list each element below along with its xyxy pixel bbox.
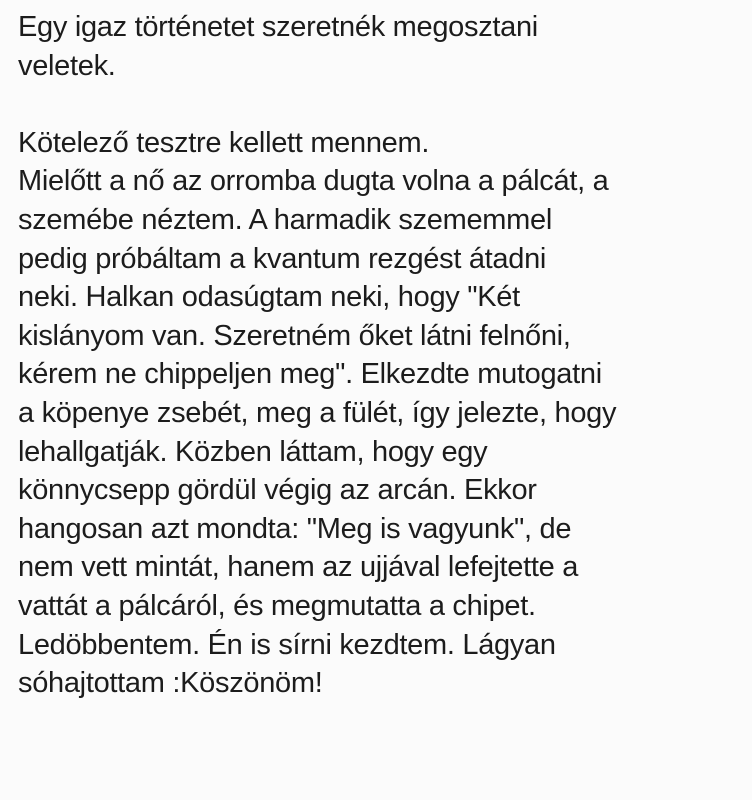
paragraph-spacer bbox=[18, 85, 732, 124]
text-line: szemébe néztem. A harmadik szememmel bbox=[18, 203, 552, 236]
text-line: kérem ne chippeljen meg". Elkezdte mutogatni bbox=[18, 358, 602, 391]
text-line: Mielőtt a nő az orromba dugta volna a pálcát, a bbox=[18, 165, 609, 198]
text-line: a köpenye zsebét, meg a fülét, így jelezte, hogy bbox=[18, 396, 617, 429]
text-line: nem vett mintát, hanem az ujjával lefejtette a bbox=[18, 551, 579, 584]
text-line: Kötelező tesztre kellett mennem. bbox=[18, 126, 430, 159]
text-line: neki. Halkan odasúgtam neki, hogy "Két bbox=[18, 281, 520, 314]
text-line: hangosan azt mondta: "Meg is vagyunk", de bbox=[18, 512, 572, 545]
story-paragraph bbox=[18, 124, 732, 703]
intro-paragraph bbox=[18, 8, 732, 85]
text-line: lehallgatják. Közben láttam, hogy egy bbox=[18, 435, 488, 468]
text-line: Egy igaz történetet szeretnék megosztani bbox=[18, 11, 538, 43]
text-line: kislányom van. Szeretném őket látni felnőni, bbox=[18, 319, 571, 352]
text-line: Ledöbbentem. Én is sírni kezdtem. Lágyan bbox=[18, 628, 556, 661]
text-line: veletek. bbox=[18, 49, 116, 82]
text-line: pedig próbáltam a kvantum rezgést átadni bbox=[18, 242, 547, 275]
text-line: könnycsepp gördül végig az arcán. Ekkor bbox=[18, 474, 537, 507]
text-line-cut-off: sóhajtottam :Köszönöm! bbox=[18, 667, 323, 700]
text-line: vattát a pálcáról, és megmutatta a chipet. bbox=[18, 589, 536, 622]
